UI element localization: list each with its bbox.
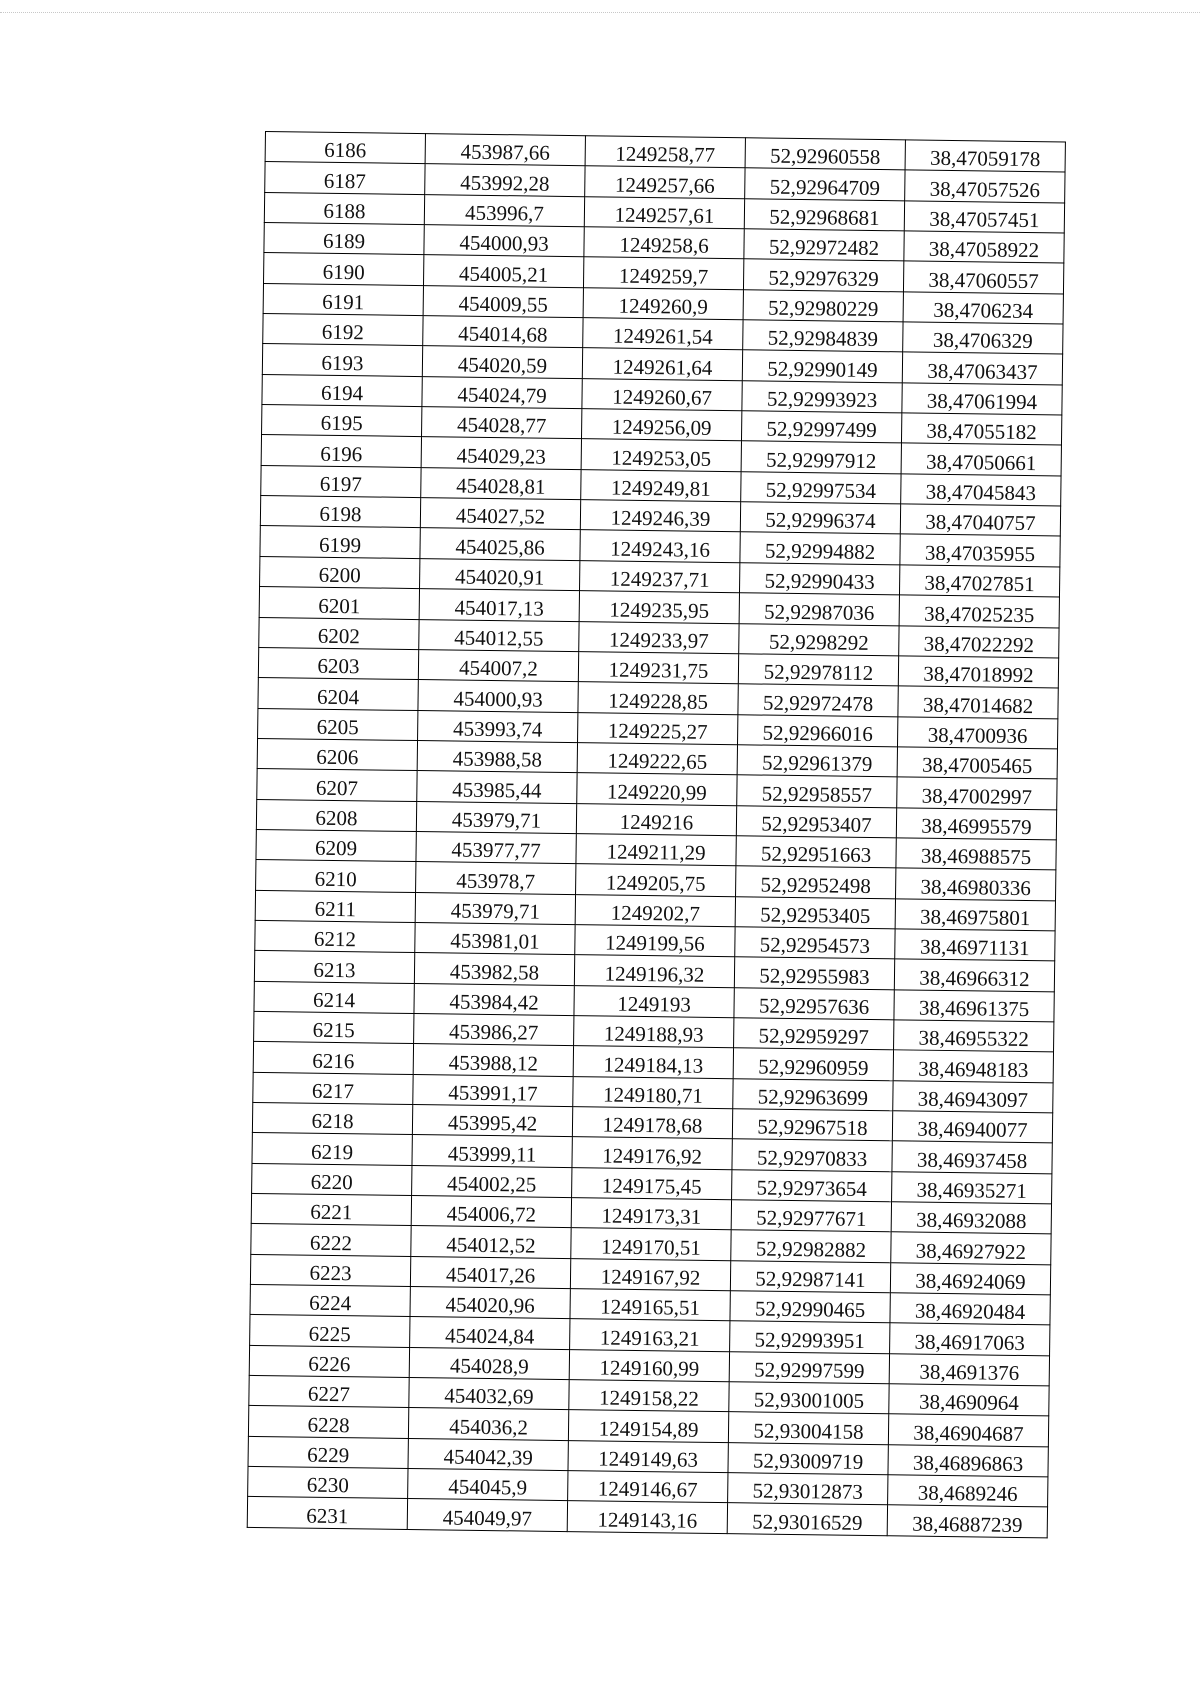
cell-coord-y: 1249154,89 xyxy=(568,1410,728,1442)
cell-coord-y: 1249258,6 xyxy=(584,227,744,259)
cell-coord-x: 454017,13 xyxy=(419,589,579,621)
cell-point-number: 6231 xyxy=(247,1497,407,1529)
cell-point-number: 6223 xyxy=(250,1254,410,1286)
cell-latitude: 52,92993923 xyxy=(742,381,902,413)
cell-coord-y: 1249158,22 xyxy=(569,1380,729,1412)
cell-longitude: 38,4689246 xyxy=(888,1475,1048,1507)
cell-point-number: 6197 xyxy=(261,465,421,497)
cell-coord-y: 1249231,75 xyxy=(578,651,738,683)
cell-longitude: 38,46932088 xyxy=(891,1202,1051,1234)
cell-coord-y: 1249196,32 xyxy=(574,955,734,987)
cell-point-number: 6202 xyxy=(259,617,419,649)
cell-coord-x: 453993,74 xyxy=(418,710,578,742)
cell-latitude: 52,92960959 xyxy=(733,1048,893,1080)
cell-coord-x: 453987,66 xyxy=(425,134,585,166)
cell-coord-y: 1249233,97 xyxy=(579,621,739,653)
cell-longitude: 38,46920484 xyxy=(890,1293,1050,1325)
cell-point-number: 6224 xyxy=(250,1284,410,1316)
cell-coord-y: 1249228,85 xyxy=(578,682,738,714)
cell-coord-x: 453999,11 xyxy=(412,1135,572,1167)
cell-latitude: 52,92982882 xyxy=(731,1230,891,1262)
cell-longitude: 38,4706329 xyxy=(903,322,1063,354)
cell-latitude: 52,92990433 xyxy=(739,563,899,595)
cell-point-number: 6219 xyxy=(252,1133,412,1165)
cell-longitude: 38,47002997 xyxy=(897,777,1057,809)
cell-longitude: 38,47025235 xyxy=(899,595,1059,627)
cell-latitude: 52,92957636 xyxy=(734,987,894,1019)
cell-latitude: 52,92984839 xyxy=(743,320,903,352)
cell-coord-x: 454029,23 xyxy=(421,437,581,469)
coordinates-table xyxy=(247,131,1066,1538)
cell-longitude: 38,46980336 xyxy=(896,868,1056,900)
cell-latitude: 52,92959297 xyxy=(734,1018,894,1050)
cell-longitude: 38,46948183 xyxy=(893,1050,1053,1082)
cell-longitude: 38,46995579 xyxy=(896,807,1056,839)
cell-longitude: 38,47063437 xyxy=(902,352,1062,384)
cell-point-number: 6208 xyxy=(256,799,416,831)
cell-coord-y: 1249259,7 xyxy=(583,257,743,289)
cell-coord-y: 1249260,67 xyxy=(582,378,742,410)
cell-coord-y: 1249249,81 xyxy=(581,469,741,501)
cell-coord-x: 454000,93 xyxy=(424,225,584,257)
cell-point-number: 6216 xyxy=(253,1042,413,1074)
cell-latitude: 52,92997912 xyxy=(741,441,901,473)
cell-point-number: 6218 xyxy=(252,1102,412,1134)
cell-longitude: 38,4691376 xyxy=(889,1354,1049,1386)
document-page xyxy=(247,131,1065,1538)
cell-coord-y: 1249253,05 xyxy=(581,439,741,471)
cell-latitude: 52,93016529 xyxy=(727,1503,887,1535)
cell-coord-y: 1249225,27 xyxy=(578,712,738,744)
cell-coord-y: 1249257,66 xyxy=(585,166,745,198)
cell-latitude: 52,92987141 xyxy=(730,1260,890,1292)
cell-coord-y: 1249176,92 xyxy=(572,1137,732,1169)
cell-longitude: 38,46924069 xyxy=(890,1263,1050,1295)
cell-latitude: 52,92973654 xyxy=(732,1169,892,1201)
cell-coord-x: 454020,96 xyxy=(410,1287,570,1319)
cell-latitude: 52,92958557 xyxy=(737,775,897,807)
cell-longitude: 38,47027851 xyxy=(899,565,1059,597)
cell-point-number: 6187 xyxy=(265,162,425,194)
cell-point-number: 6209 xyxy=(256,829,416,861)
cell-latitude: 52,92953405 xyxy=(735,896,895,928)
cell-longitude: 38,46904687 xyxy=(888,1414,1048,1446)
cell-latitude: 52,93001005 xyxy=(729,1382,889,1414)
cell-coord-y: 1249173,31 xyxy=(571,1198,731,1230)
cell-longitude: 38,47060557 xyxy=(903,261,1063,293)
cell-coord-x: 454025,86 xyxy=(420,528,580,560)
cell-latitude: 52,92976329 xyxy=(743,259,903,291)
cell-point-number: 6200 xyxy=(260,556,420,588)
cell-coord-x: 453995,42 xyxy=(412,1105,572,1137)
cell-coord-y: 1249261,64 xyxy=(582,348,742,380)
cell-coord-x: 453979,71 xyxy=(415,892,575,924)
cell-coord-x: 453978,7 xyxy=(416,862,576,894)
cell-latitude: 52,92966016 xyxy=(738,714,898,746)
cell-point-number: 6198 xyxy=(260,496,420,528)
cell-longitude: 38,46937458 xyxy=(892,1141,1052,1173)
cell-coord-y: 1249193 xyxy=(574,985,734,1017)
cell-coord-x: 454017,26 xyxy=(410,1256,570,1288)
cell-coord-x: 454028,9 xyxy=(409,1347,569,1379)
cell-longitude: 38,47050661 xyxy=(901,443,1061,475)
cell-point-number: 6206 xyxy=(257,738,417,770)
cell-point-number: 6204 xyxy=(258,678,418,710)
cell-coord-x: 454028,81 xyxy=(421,467,581,499)
cell-longitude: 38,47058922 xyxy=(904,231,1064,263)
cell-longitude: 38,4700936 xyxy=(897,716,1057,748)
cell-coord-x: 454014,68 xyxy=(423,316,583,348)
cell-coord-x: 453977,77 xyxy=(416,831,576,863)
cell-coord-y: 1249163,21 xyxy=(570,1319,730,1351)
cell-longitude: 38,46896863 xyxy=(888,1445,1048,1477)
cell-latitude: 52,92953407 xyxy=(736,805,896,837)
cell-coord-x: 454049,97 xyxy=(407,1499,567,1531)
cell-latitude: 52,92978112 xyxy=(738,654,898,686)
cell-coord-x: 454045,9 xyxy=(408,1469,568,1501)
cell-coord-x: 454032,69 xyxy=(409,1378,569,1410)
cell-point-number: 6207 xyxy=(257,769,417,801)
cell-coord-x: 454005,21 xyxy=(423,255,583,287)
cell-longitude: 38,47057451 xyxy=(904,201,1064,233)
cell-longitude: 38,46961375 xyxy=(894,989,1054,1021)
cell-longitude: 38,46887239 xyxy=(887,1505,1047,1537)
cell-coord-x: 453988,58 xyxy=(417,740,577,772)
cell-longitude: 38,46917063 xyxy=(890,1323,1050,1355)
cell-point-number: 6217 xyxy=(253,1072,413,1104)
cell-latitude: 52,92997534 xyxy=(741,472,901,504)
cell-point-number: 6226 xyxy=(249,1345,409,1377)
cell-coord-y: 1249256,09 xyxy=(581,409,741,441)
cell-point-number: 6203 xyxy=(258,647,418,679)
cell-point-number: 6215 xyxy=(254,1011,414,1043)
cell-coord-y: 1249257,61 xyxy=(584,196,744,228)
cell-coord-y: 1249202,7 xyxy=(575,894,735,926)
cell-latitude: 52,92987036 xyxy=(739,593,899,625)
cell-coord-y: 1249220,99 xyxy=(577,773,737,805)
cell-longitude: 38,46935271 xyxy=(892,1171,1052,1203)
cell-longitude: 38,47014682 xyxy=(898,686,1058,718)
cell-longitude: 38,47040757 xyxy=(900,504,1060,536)
cell-latitude: 52,92955983 xyxy=(734,957,894,989)
cell-latitude: 52,92977671 xyxy=(731,1200,891,1232)
cell-coord-y: 1249211,29 xyxy=(576,834,736,866)
cell-longitude: 38,47059178 xyxy=(905,140,1065,172)
cell-coord-x: 454028,77 xyxy=(422,407,582,439)
cell-coord-x: 454006,72 xyxy=(411,1196,571,1228)
cell-coord-x: 453996,7 xyxy=(424,194,584,226)
cell-longitude: 38,46988575 xyxy=(896,838,1056,870)
cell-coord-y: 1249222,65 xyxy=(577,743,737,775)
cell-point-number: 6199 xyxy=(260,526,420,558)
cell-coord-y: 1249188,93 xyxy=(574,1016,734,1048)
cell-point-number: 6191 xyxy=(263,283,423,315)
cell-coord-y: 1249243,16 xyxy=(580,530,740,562)
cell-latitude: 52,92952498 xyxy=(736,866,896,898)
cell-coord-x: 454042,39 xyxy=(408,1438,568,1470)
cell-coord-x: 454020,91 xyxy=(420,558,580,590)
cell-longitude: 38,4706234 xyxy=(903,292,1063,324)
cell-point-number: 6211 xyxy=(255,890,415,922)
cell-latitude: 52,92990465 xyxy=(730,1291,890,1323)
cell-coord-x: 454020,59 xyxy=(422,346,582,378)
cell-longitude: 38,47018992 xyxy=(898,656,1058,688)
cell-coord-y: 1249143,16 xyxy=(567,1501,727,1533)
cell-point-number: 6212 xyxy=(255,920,415,952)
cell-latitude: 52,93009719 xyxy=(728,1442,888,1474)
cell-point-number: 6205 xyxy=(258,708,418,740)
cell-point-number: 6195 xyxy=(262,405,422,437)
cell-coord-y: 1249205,75 xyxy=(576,864,736,896)
cell-latitude: 52,92997499 xyxy=(741,411,901,443)
cell-longitude: 38,47061994 xyxy=(902,383,1062,415)
cell-coord-x: 453979,71 xyxy=(416,801,576,833)
cell-coord-y: 1249199,56 xyxy=(575,925,735,957)
cell-longitude: 38,46966312 xyxy=(894,959,1054,991)
cell-coord-x: 454024,79 xyxy=(422,376,582,408)
cell-latitude: 52,92954573 xyxy=(735,927,895,959)
coordinates-table-body xyxy=(247,132,1065,1538)
cell-point-number: 6225 xyxy=(250,1315,410,1347)
cell-point-number: 6186 xyxy=(265,132,425,164)
cell-coord-y: 1249165,51 xyxy=(570,1289,730,1321)
cell-longitude: 38,47057526 xyxy=(905,170,1065,202)
cell-latitude: 52,92972482 xyxy=(744,229,904,261)
cell-coord-x: 453985,44 xyxy=(417,771,577,803)
cell-latitude: 52,92961379 xyxy=(737,745,897,777)
cell-point-number: 6193 xyxy=(262,344,422,376)
cell-coord-x: 453986,27 xyxy=(414,1013,574,1045)
cell-coord-x: 453982,58 xyxy=(414,953,574,985)
cell-point-number: 6201 xyxy=(259,587,419,619)
cell-coord-y: 1249246,39 xyxy=(580,500,740,532)
cell-point-number: 6227 xyxy=(249,1375,409,1407)
cell-coord-y: 1249146,67 xyxy=(568,1471,728,1503)
cell-point-number: 6222 xyxy=(251,1224,411,1256)
cell-latitude: 52,92972478 xyxy=(738,684,898,716)
cell-coord-x: 454012,52 xyxy=(411,1226,571,1258)
cell-point-number: 6230 xyxy=(248,1467,408,1499)
cell-coord-x: 454009,55 xyxy=(423,285,583,317)
cell-longitude: 38,46940077 xyxy=(892,1111,1052,1143)
cell-coord-x: 454024,84 xyxy=(410,1317,570,1349)
cell-coord-y: 1249184,13 xyxy=(573,1046,733,1078)
scan-edge-line xyxy=(0,12,1200,13)
cell-point-number: 6188 xyxy=(264,192,424,224)
cell-longitude: 38,47035955 xyxy=(900,534,1060,566)
cell-coord-y: 1249261,54 xyxy=(583,318,743,350)
cell-point-number: 6194 xyxy=(262,374,422,406)
cell-coord-x: 453992,28 xyxy=(425,164,585,196)
cell-coord-x: 454000,93 xyxy=(418,680,578,712)
cell-coord-y: 1249167,92 xyxy=(570,1258,730,1290)
cell-longitude: 38,46975801 xyxy=(895,898,1055,930)
cell-coord-y: 1249175,45 xyxy=(572,1167,732,1199)
cell-latitude: 52,92996374 xyxy=(740,502,900,534)
cell-coord-y: 1249235,95 xyxy=(579,591,739,623)
cell-coord-x: 453991,17 xyxy=(413,1074,573,1106)
cell-coord-y: 1249258,77 xyxy=(585,136,745,168)
cell-latitude: 52,92990149 xyxy=(742,350,902,382)
cell-coord-y: 1249149,63 xyxy=(568,1440,728,1472)
cell-coord-x: 454012,55 xyxy=(419,619,579,651)
cell-coord-y: 1249180,71 xyxy=(573,1076,733,1108)
cell-coord-x: 454007,2 xyxy=(418,649,578,681)
cell-latitude: 52,92997599 xyxy=(729,1351,889,1383)
cell-point-number: 6190 xyxy=(264,253,424,285)
cell-latitude: 52,92993951 xyxy=(730,1321,890,1353)
cell-latitude: 52,92960558 xyxy=(745,138,905,170)
cell-latitude: 52,92963699 xyxy=(733,1078,893,1110)
cell-coord-x: 453981,01 xyxy=(415,922,575,954)
cell-latitude: 52,92970833 xyxy=(732,1139,892,1171)
cell-coord-x: 453988,12 xyxy=(413,1044,573,1076)
cell-coord-x: 454036,2 xyxy=(408,1408,568,1440)
cell-coord-y: 1249170,51 xyxy=(571,1228,731,1260)
cell-coord-y: 1249260,9 xyxy=(583,287,743,319)
cell-point-number: 6210 xyxy=(256,860,416,892)
cell-latitude: 52,92951663 xyxy=(736,836,896,868)
cell-latitude: 52,93012873 xyxy=(728,1473,888,1505)
cell-latitude: 52,9298292 xyxy=(739,623,899,655)
cell-point-number: 6196 xyxy=(261,435,421,467)
cell-point-number: 6221 xyxy=(251,1193,411,1225)
cell-latitude: 52,92980229 xyxy=(743,289,903,321)
cell-coord-y: 1249178,68 xyxy=(572,1107,732,1139)
cell-point-number: 6220 xyxy=(252,1163,412,1195)
cell-longitude: 38,4690964 xyxy=(889,1384,1049,1416)
cell-longitude: 38,46943097 xyxy=(893,1080,1053,1112)
cell-longitude: 38,46927922 xyxy=(891,1232,1051,1264)
cell-latitude: 52,92967518 xyxy=(732,1109,892,1141)
cell-longitude: 38,47055182 xyxy=(901,413,1061,445)
cell-longitude: 38,46955322 xyxy=(894,1020,1054,1052)
cell-coord-y: 1249216 xyxy=(576,803,736,835)
cell-latitude: 52,92964709 xyxy=(745,168,905,200)
cell-point-number: 6189 xyxy=(264,223,424,255)
cell-point-number: 6228 xyxy=(248,1406,408,1438)
cell-coord-x: 454027,52 xyxy=(420,498,580,530)
cell-point-number: 6229 xyxy=(248,1436,408,1468)
cell-longitude: 38,47022292 xyxy=(899,625,1059,657)
cell-longitude: 38,47005465 xyxy=(897,747,1057,779)
cell-latitude: 52,92968681 xyxy=(744,198,904,230)
cell-latitude: 52,93004158 xyxy=(728,1412,888,1444)
cell-coord-x: 454002,25 xyxy=(412,1165,572,1197)
cell-coord-y: 1249237,71 xyxy=(580,560,740,592)
cell-point-number: 6214 xyxy=(254,981,414,1013)
cell-longitude: 38,47045843 xyxy=(901,474,1061,506)
cell-coord-x: 453984,42 xyxy=(414,983,574,1015)
cell-longitude: 38,46971131 xyxy=(895,929,1055,961)
cell-coord-y: 1249160,99 xyxy=(569,1349,729,1381)
cell-point-number: 6213 xyxy=(254,951,414,983)
cell-latitude: 52,92994882 xyxy=(740,532,900,564)
cell-point-number: 6192 xyxy=(263,314,423,346)
